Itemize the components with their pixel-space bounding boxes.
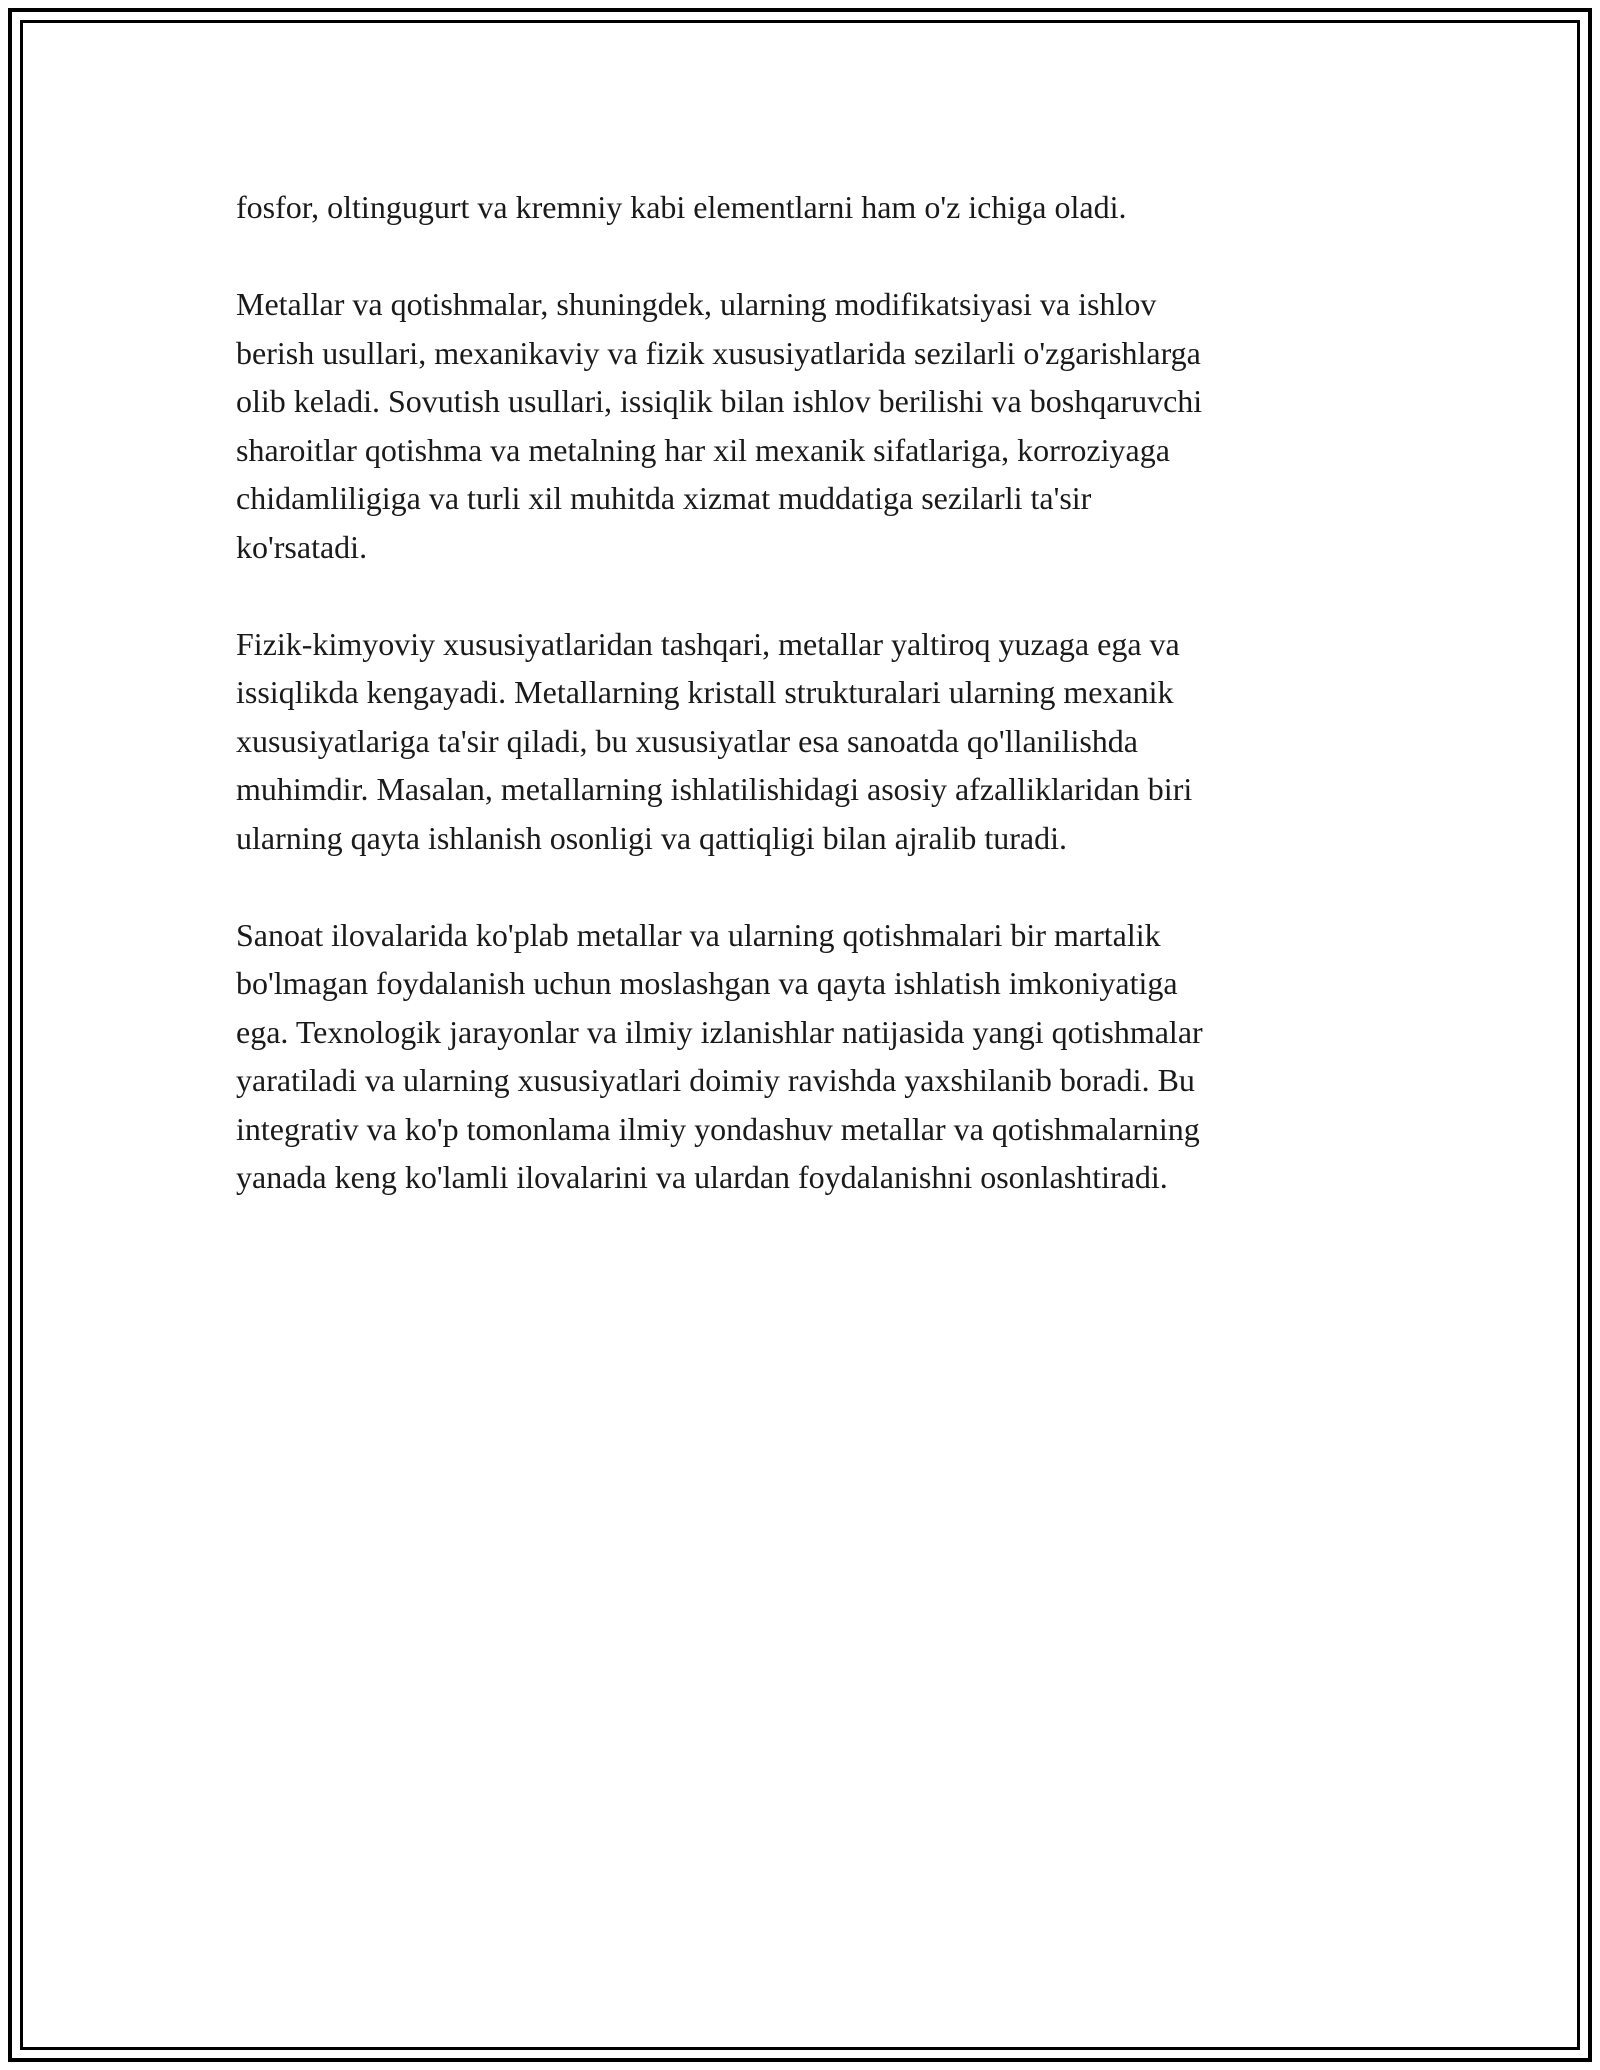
text-line: integrativ va ko'p tomonlama ilmiy yondashuv metallar va qotishmalarning	[236, 1110, 1200, 1147]
paragraph-4	[236, 911, 1366, 1202]
text-line: Metallar va qotishmalar, shuningdek, ularning modifikatsiyasi va ishlov	[236, 286, 1157, 322]
text-line: chidamliligiga va turli xil muhitda xizmat muddatiga sezilarli ta'sir	[236, 480, 1092, 516]
paragraph-1	[236, 183, 1366, 232]
text-line: ko'rsatadi.	[236, 528, 368, 565]
text-line: Fizik-kimyoviy xususiyatlaridan tashqari, metallar yaltiroq yuzaga ega va	[236, 625, 1180, 662]
text-line: xususiyatlariga ta'sir qiladi, bu xususiyatlar esa sanoatda qo'llanilishda	[236, 722, 1138, 759]
text-line: bo'lmagan foydalanish uchun moslashgan va qayta ishlatish imkoniyatiga	[236, 965, 1178, 1001]
text-line: issiqlikda kengayadi. Metallarning kristall strukturalari ularning mexanik	[236, 674, 1174, 710]
text-line: ularning qayta ishlanish osonligi va qattiqligi bilan ajralib turadi.	[236, 819, 1067, 856]
text-line: muhimdir. Masalan, metallarning ishlatilishidagi asosiy afzalliklaridan biri	[236, 771, 1193, 807]
paragraph-2	[236, 280, 1366, 571]
document-body	[236, 183, 1366, 1250]
text-line: berish usullari, mexanikaviy va fizik xususiyatlarida sezilarli o'zgarishlarga	[236, 334, 1201, 371]
text-line: olib keladi. Sovutish usullari, issiqlik bilan ishlov berilishi va boshqaruvchi	[236, 383, 1203, 419]
text-line: Sanoat ilovalarida ko'plab metallar va ularning qotishmalari bir martalik	[236, 916, 1161, 953]
text-line: yaratiladi va ularning xususiyatlari doimiy ravishda yaxshilanib boradi. Bu	[236, 1062, 1195, 1098]
text-line: fosfor, oltingugurt va kremniy kabi elementlarni ham o'z ichiga oladi.	[236, 189, 1127, 225]
text-line: ega. Texnologik jarayonlar va ilmiy izlanishlar natijasida yangi qotishmalar	[236, 1013, 1203, 1050]
paragraph-3	[236, 620, 1366, 863]
text-line: yanada keng ko'lamli ilovalarini va ulardan foydalanishni osonlashtiradi.	[236, 1159, 1168, 1195]
text-line: sharoitlar qotishma va metalning har xil mexanik sifatlariga, korroziyaga	[236, 431, 1170, 468]
